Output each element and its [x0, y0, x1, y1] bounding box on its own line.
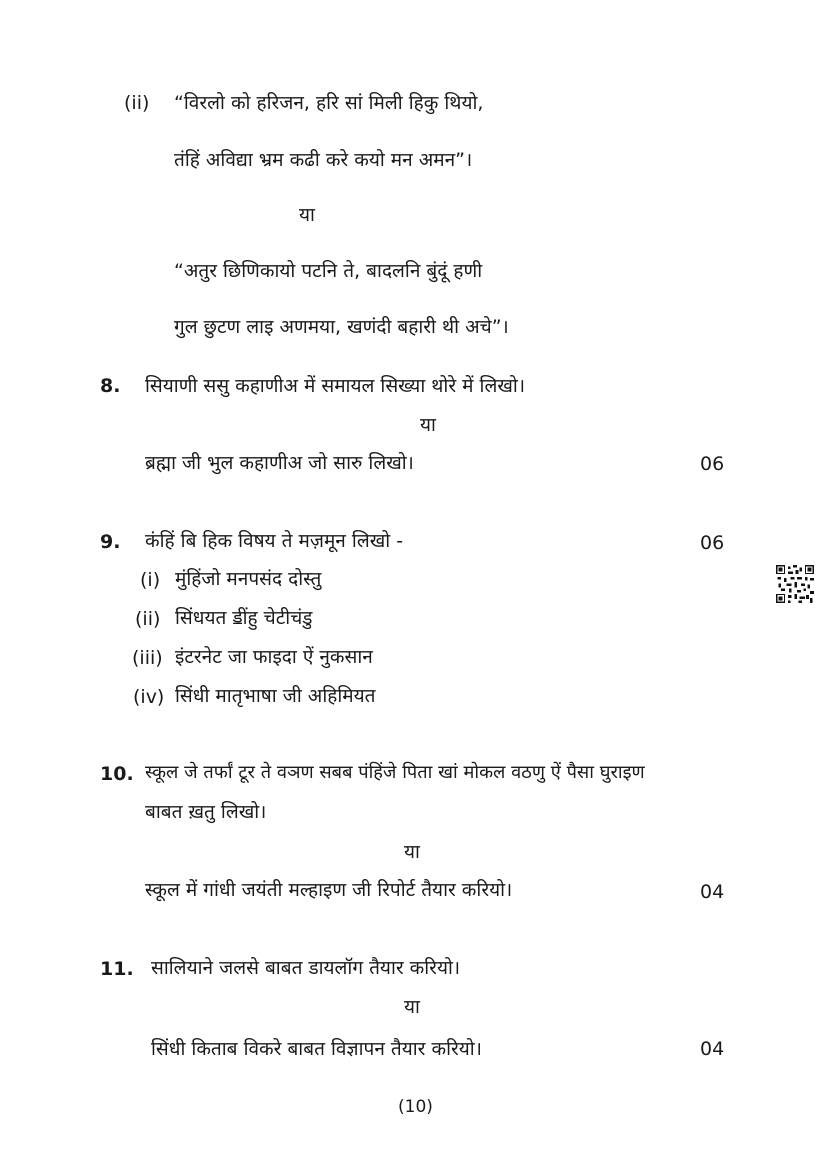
q11-marks: 04	[700, 1038, 725, 1060]
q9-number: 9.	[100, 531, 121, 553]
q9-option-label: (iv)	[133, 686, 165, 708]
q9-option-text: सिंधयत ॾींहु चेटीचंडु	[175, 607, 313, 629]
q8-text: सियाणी ससु कहाणीअ में समायल सिख्या थोरे में लिखो।	[145, 375, 526, 397]
q10-marks: 04	[700, 881, 725, 903]
q7-or-label: या	[299, 204, 315, 226]
q7-alt-line-2: गुल छुटण लाइ अणमया, खणंदी बहारी थी अचे”।	[174, 316, 509, 338]
q11-number: 11.	[100, 958, 134, 980]
q7-part-ii-line-2: तंहिं अविद्या भ्रम कढी करे कयो मन अमन”।	[174, 149, 473, 171]
qr-code-icon	[776, 565, 814, 603]
q9-option-text: इंटरनेट जा फाइदा ऐं नुकसान	[175, 646, 373, 668]
q7-part-ii-line-1: “विरलो को हरिजन, हरि सां मिली हिकु थियो,	[174, 92, 484, 114]
q8-marks: 06	[700, 453, 725, 475]
q9-marks: 06	[700, 532, 725, 554]
q9-option-label: (ii)	[135, 608, 161, 630]
q10-or-label: या	[404, 841, 420, 863]
q10-number: 10.	[100, 763, 134, 785]
q8-alt-text: ब्रह्मा जी भुल कहाणीअ जो सारु लिखो।	[145, 452, 414, 474]
q9-option-label: (iii)	[132, 647, 163, 669]
q8-or-label: या	[420, 414, 436, 436]
q9-option-label: (i)	[140, 569, 161, 591]
q10-alt-text: स्कूल में गांधी जयंती मल्हाइण जी रिपोर्ट तैयार करियो।	[145, 879, 513, 901]
q8-number: 8.	[100, 375, 121, 397]
q7-alt-line-1: “अतुर छिणिकायो पटनि ते, बादलनि बुंदूं हणी	[174, 260, 483, 282]
q11-text: सालियाने जलसे बाबत डायलॉग तैयार करियो।	[151, 957, 461, 979]
q10-text-line-1: स्कूल जे तर्फां टूर ते वञण सबब पंहिंजे पिता खां मोकल वठणु ऐं पैसा घुराइण	[145, 762, 645, 783]
q9-option-text: सिंधी मातृभाषा जी अहिमियत	[175, 685, 376, 707]
q9-option-text: मुंहिंजो मनपसंद दोस्तु	[175, 568, 322, 590]
q11-or-label: या	[404, 996, 420, 1018]
q9-text: कंहिं बि हिक विषय ते मज़मून लिखो -	[145, 530, 404, 552]
page-number: (10)	[398, 1097, 433, 1117]
q10-text-line-2: बाबत ख़तु लिखो।	[145, 801, 267, 823]
q11-alt-text: सिंधी किताब विकरे बाबत विज्ञापन तैयार करियो।	[151, 1038, 482, 1060]
q7-part-ii-label: (ii)	[124, 92, 150, 114]
